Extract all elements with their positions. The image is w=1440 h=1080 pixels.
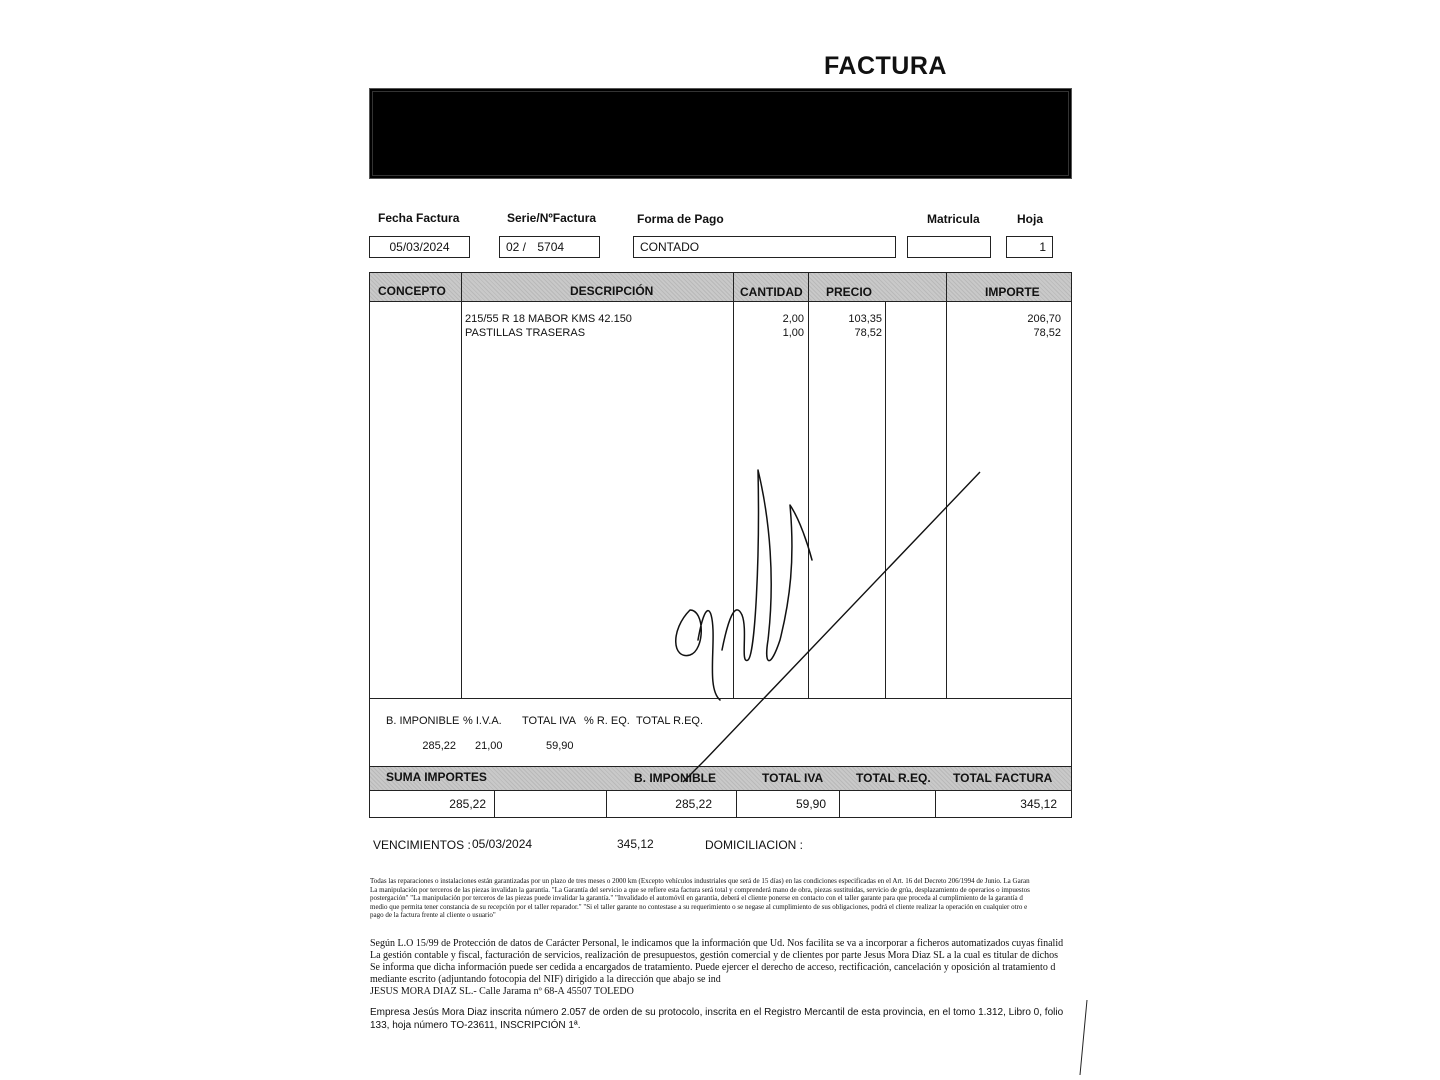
tax-pct-iva: 21,00 <box>475 740 503 752</box>
lopd-line: Según L.O 15/99 de Protección de datos de Carácter Personal, le indicamos que la información que Ud. Nos facilita se va a incorporar a ficheros automatizados cuyas finalid <box>370 938 1064 949</box>
col-descripcion: DESCRIPCIÓN <box>570 284 654 298</box>
garantia-text <box>370 877 1090 920</box>
tot-header-total-req: TOTAL R.EQ. <box>856 771 931 785</box>
tax-header-bimponible: B. IMPONIBLE <box>386 715 460 727</box>
tax-bimponible: 285,22 <box>422 740 456 752</box>
invoice-title: FACTURA <box>824 52 947 80</box>
legal-line: pago de la factura frente al cliente o usuario" <box>370 911 496 919</box>
col-precio: PRECIO <box>826 285 873 299</box>
row-1-precio: 103,35 <box>848 313 882 325</box>
col-concepto: CONCEPTO <box>378 284 446 298</box>
tot-total-iva: 59,90 <box>795 797 826 811</box>
registro-mercantil-text <box>370 1006 1090 1032</box>
hoja-field: 1 <box>1006 236 1053 258</box>
empresa-line: Empresa Jesús Mora Diaz inscrita número 2.057 de orden de su protocolo, inscrita en el Registro Mercantil de esta provincia, en el tomo 1.312, Libro 0, folio <box>370 1007 1064 1018</box>
col-importe: IMPORTE <box>985 285 1040 299</box>
tot-bimponible: 285,22 <box>675 797 712 811</box>
lopd-line: JESUS MORA DIAZ SL.- Calle Jarama nº 68-A 45507 TOLEDO <box>370 986 634 997</box>
row-2-importe: 78,52 <box>1033 327 1061 339</box>
row-2-cantidad: 1,00 <box>782 327 804 339</box>
tax-header-total-iva: TOTAL IVA <box>522 715 576 727</box>
row-1-descripcion: 215/55 R 18 MABOR KMS 42.150 <box>465 313 632 325</box>
tax-header-pct-req: % R. EQ. <box>584 715 630 727</box>
row-2-descripcion: PASTILLAS TRASERAS <box>465 327 586 339</box>
tot-header-suma: SUMA IMPORTES <box>386 770 487 784</box>
legal-line: Todas las reparaciones o instalaciones están garantizadas por un plazo de tres meses o 2000 km (Excepto vehículos industriales que será de 15 días) en las condiciones especificadas en el Art. 16 del Decreto 206/1994 de Junio. La Garan <box>370 877 1030 885</box>
legal-line: postergación" "La manipulación por terceros de las piezas puede invalidar la garantía." "Invalidado el automóvil en garantía, deberá el cliente ponerse en contacto con el taller garante para que proceda al cumplimiento de la garantía d <box>370 894 1023 902</box>
tax-header-total-req: TOTAL R.EQ. <box>636 715 704 727</box>
forma-pago-label: Forma de Pago <box>637 212 724 226</box>
fecha-field: 05/03/2024 <box>369 236 470 258</box>
hoja-label: Hoja <box>1017 212 1044 226</box>
col-cantidad: CANTIDAD <box>740 285 803 299</box>
tax-total-iva: 59,90 <box>546 740 574 752</box>
vencimientos-fecha: 05/03/2024 <box>472 837 533 851</box>
tot-header-total-factura: TOTAL FACTURA <box>953 771 1053 785</box>
matricula-label: Matricula <box>927 212 980 226</box>
lopd-line: La gestión contable y fiscal, facturación de servicios, realización de presupuestos, gestión comercial y de clientes por parte Jesus Mora Diaz SL a la cual es titular de dichos <box>370 950 1058 961</box>
tot-header-bimponible: B. IMPONIBLE <box>634 771 717 785</box>
vencimientos-importe: 345,12 <box>617 837 654 851</box>
vencimientos-label: VENCIMIENTOS : <box>373 838 471 852</box>
forma-pago-field: CONTADO <box>633 236 896 258</box>
empresa-line: 133, hoja número TO-23611, INSCRIPCIÓN 1ª. <box>370 1020 581 1031</box>
lopd-line: mediante escrito (adjuntando fotocopia del NIF) dirigido a la dirección que abajo se ind <box>370 974 721 985</box>
serie-value: 02 / <box>506 240 527 254</box>
row-1-cantidad: 2,00 <box>782 313 804 325</box>
row-2-precio: 78,52 <box>854 327 882 339</box>
tax-header-pct-iva: % I.V.A. <box>463 715 502 727</box>
serie-label: Serie/NºFactura <box>507 211 597 225</box>
tot-total-factura: 345,12 <box>1020 797 1057 811</box>
row-1-importe: 206,70 <box>1027 313 1061 325</box>
fecha-label: Fecha Factura <box>378 211 460 225</box>
tot-suma-importes: 285,22 <box>449 797 486 811</box>
legal-line: La manipulación por terceros de las piezas invalidan la garantía. "La Garantía del servicio a que se refiere esta factura será total y comprenderá mano de obra, piezas sustituidas, servicio de grúa, desplazamiento de operarios o impuestos <box>370 885 1030 894</box>
legal-line: medio que permita tener constancia de su recepción por el taller reparador." "Si el taller garante no contestase a su requerimiento o se negase al cumplimiento de sus obligaciones, podrá el cliente realizar la operación en cualquier otro e <box>370 902 1028 911</box>
lopd-text <box>370 938 1090 998</box>
domiciliacion-label: DOMICILIACION : <box>705 838 804 852</box>
lopd-line: Se informa que dicha información puede ser cedida a encargados de tratamiento. Puede ejercer el derecho de acceso, rectificación, cancelación y oposición al tratamiento d <box>370 962 1056 973</box>
tot-header-total-iva: TOTAL IVA <box>762 771 824 785</box>
numero-value: 5704 <box>537 240 565 254</box>
